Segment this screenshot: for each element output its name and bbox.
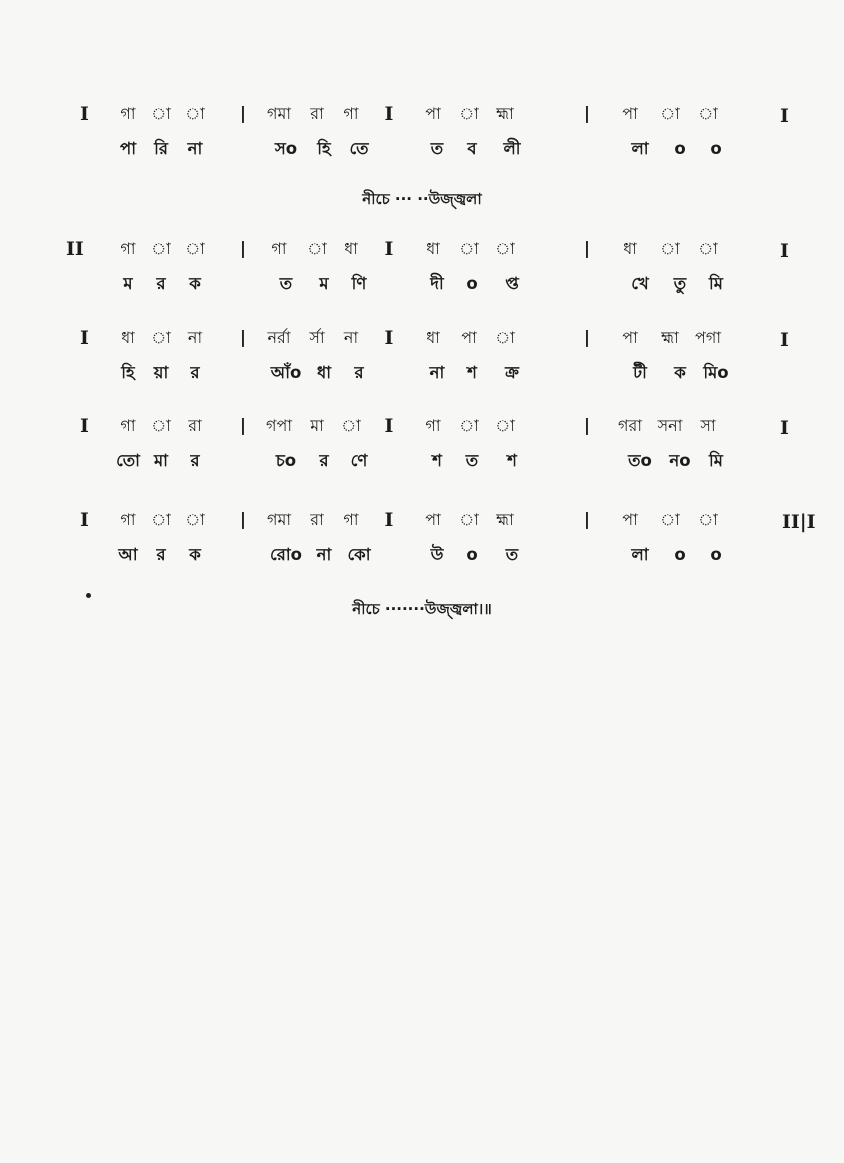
note-cell: গা: [120, 239, 136, 258]
notation-line: [0, 238, 844, 308]
lyric-syllable: পা: [120, 139, 136, 158]
end-barline: I: [780, 240, 789, 262]
note-cell: া: [151, 239, 171, 258]
note-cell: পগা: [695, 328, 721, 347]
lyric-syllable: ক্র: [505, 363, 519, 382]
start-barline: II: [66, 238, 84, 260]
note-cell: গা: [343, 510, 359, 529]
note-cell: ধা: [623, 239, 637, 258]
bar-separator: |: [583, 416, 591, 436]
note-cell: সনা: [657, 416, 683, 435]
lyric-syllable: খে: [631, 274, 649, 293]
note-cell: গমা: [266, 104, 292, 123]
note-cell: গা: [120, 510, 136, 529]
note-cell: া: [459, 104, 479, 123]
note-cell: না: [343, 328, 359, 347]
note-cell: মা: [310, 416, 324, 435]
lyric-syllable: য়া: [153, 363, 169, 382]
refrain-text: নীচে ··· ··উজ্জ্বলা: [362, 190, 482, 208]
note-cell: গা: [271, 239, 287, 258]
note-cell: গমা: [266, 510, 292, 529]
note-cell: ধা: [344, 239, 358, 258]
lyric-syllable: উ: [430, 545, 444, 564]
lyric-syllable: নo: [669, 451, 691, 470]
note-cell: গা: [343, 104, 359, 123]
note-cell: া: [698, 239, 718, 258]
lyric-syllable: লা: [631, 545, 649, 564]
notation-line: [0, 327, 844, 397]
note-cell: পা: [622, 328, 638, 347]
bar-separator: |: [239, 328, 247, 348]
lyric-syllable: র: [156, 545, 166, 564]
note-cell: হ্মা: [496, 510, 514, 529]
note-cell: সা: [700, 416, 716, 435]
lyric-syllable: র: [190, 363, 200, 382]
note-cell: হ্মা: [661, 328, 679, 347]
note-cell: া: [151, 510, 171, 529]
note-cell: া: [151, 328, 171, 347]
start-barline: I: [80, 327, 89, 349]
note-cell: া: [459, 510, 479, 529]
lyric-syllable: ধা: [316, 363, 332, 382]
lyric-syllable: আঁo: [270, 363, 302, 382]
lyric-syllable: মি: [709, 451, 723, 470]
lyric-syllable: র: [354, 363, 364, 382]
note-cell: না: [187, 328, 203, 347]
lyric-syllable: ণে: [350, 451, 368, 470]
lyric-syllable: ত: [505, 545, 519, 564]
stray-dot: [86, 593, 91, 598]
bar-separator: |: [583, 104, 591, 124]
lyric-syllable: ত: [465, 451, 479, 470]
lyric-syllable: তo: [628, 451, 652, 470]
lyric-syllable: ত: [279, 274, 293, 293]
note-cell: পা: [425, 510, 441, 529]
note-cell: ধা: [121, 328, 135, 347]
bar-separator: I: [384, 327, 394, 349]
end-barline: I: [780, 105, 789, 127]
bar-separator: |: [583, 328, 591, 348]
note-cell: া: [660, 104, 680, 123]
start-barline: I: [80, 415, 89, 437]
lyric-syllable: হি: [317, 139, 331, 158]
notation-line: [0, 103, 844, 173]
note-cell: রা: [310, 510, 324, 529]
note-cell: া: [185, 510, 205, 529]
note-cell: া: [698, 104, 718, 123]
note-cell: া: [495, 328, 515, 347]
lyric-syllable: চo: [275, 451, 297, 470]
bar-separator: I: [384, 238, 394, 260]
note-cell: র্সা: [309, 328, 325, 347]
note-cell: া: [495, 416, 515, 435]
lyric-syllable: o: [466, 274, 478, 293]
note-cell: পা: [622, 510, 638, 529]
end-barline: I: [780, 417, 789, 439]
start-barline: I: [80, 509, 89, 531]
note-cell: গা: [120, 104, 136, 123]
lyric-syllable: দী: [430, 274, 444, 293]
lyric-syllable: প্ত: [505, 274, 519, 293]
bar-separator: |: [239, 239, 247, 259]
lyric-syllable: হি: [121, 363, 135, 382]
lyric-syllable: o: [466, 545, 478, 564]
note-cell: া: [660, 239, 680, 258]
note-cell: গরা: [618, 416, 642, 435]
lyric-syllable: ব: [467, 139, 477, 158]
note-cell: া: [151, 104, 171, 123]
lyric-syllable: না: [187, 139, 203, 158]
refrain-text: নীচে ·······উজ্জ্বলা।॥: [352, 600, 492, 618]
lyric-syllable: শ: [507, 451, 517, 470]
lyric-syllable: ণি: [351, 274, 367, 293]
lyric-syllable: আ: [118, 545, 138, 564]
lyric-syllable: ম: [123, 274, 133, 293]
note-cell: ধা: [426, 328, 440, 347]
lyric-syllable: শ: [467, 363, 477, 382]
bar-separator: I: [384, 509, 394, 531]
note-cell: া: [307, 239, 327, 258]
notation-line: [0, 415, 844, 485]
note-cell: গপা: [266, 416, 292, 435]
note-cell: া: [698, 510, 718, 529]
note-cell: া: [151, 416, 171, 435]
note-cell: গা: [120, 416, 136, 435]
lyric-syllable: র: [319, 451, 329, 470]
lyric-syllable: তো: [116, 451, 140, 470]
lyric-syllable: শ: [432, 451, 442, 470]
lyric-syllable: ত: [430, 139, 444, 158]
end-barline: I: [780, 329, 789, 351]
lyric-syllable: রি: [154, 139, 168, 158]
lyric-syllable: মা: [154, 451, 168, 470]
note-cell: া: [495, 239, 515, 258]
lyric-syllable: ক: [189, 274, 201, 293]
lyric-syllable: টী: [633, 363, 647, 382]
lyric-syllable: ক: [674, 363, 686, 382]
lyric-syllable: মি: [709, 274, 723, 293]
note-cell: গা: [425, 416, 441, 435]
note-cell: পা: [461, 328, 477, 347]
lyric-syllable: ম: [319, 274, 329, 293]
note-cell: া: [341, 416, 361, 435]
note-cell: পা: [622, 104, 638, 123]
lyric-syllable: o: [674, 139, 686, 158]
note-cell: া: [185, 239, 205, 258]
lyric-syllable: o: [710, 139, 722, 158]
lyric-syllable: মিo: [703, 363, 729, 382]
bar-separator: |: [583, 239, 591, 259]
bar-separator: |: [239, 510, 247, 530]
bar-separator: |: [239, 104, 247, 124]
bar-separator: I: [384, 103, 394, 125]
note-cell: া: [660, 510, 680, 529]
lyric-syllable: র: [156, 274, 166, 293]
note-cell: রা: [310, 104, 324, 123]
lyric-syllable: তু: [673, 274, 687, 293]
bar-separator: |: [239, 416, 247, 436]
notation-line: [0, 509, 844, 579]
note-cell: পা: [425, 104, 441, 123]
end-barline: II|I: [782, 511, 816, 533]
note-cell: হ্মা: [496, 104, 514, 123]
lyric-syllable: o: [710, 545, 722, 564]
note-cell: া: [459, 239, 479, 258]
note-cell: নর্রা: [267, 328, 291, 347]
lyric-syllable: না: [316, 545, 332, 564]
lyric-syllable: লী: [503, 139, 521, 158]
lyric-syllable: o: [674, 545, 686, 564]
note-cell: া: [459, 416, 479, 435]
lyric-syllable: না: [429, 363, 445, 382]
lyric-syllable: ক: [189, 545, 201, 564]
note-cell: রা: [188, 416, 202, 435]
bar-separator: |: [583, 510, 591, 530]
lyric-syllable: র: [190, 451, 200, 470]
lyric-syllable: কো: [347, 545, 371, 564]
bar-separator: I: [384, 415, 394, 437]
note-cell: ধা: [426, 239, 440, 258]
lyric-syllable: তে: [349, 139, 369, 158]
lyric-syllable: সo: [274, 139, 298, 158]
lyric-syllable: রোo: [270, 545, 302, 564]
note-cell: া: [185, 104, 205, 123]
lyric-syllable: লা: [631, 139, 649, 158]
start-barline: I: [80, 103, 89, 125]
